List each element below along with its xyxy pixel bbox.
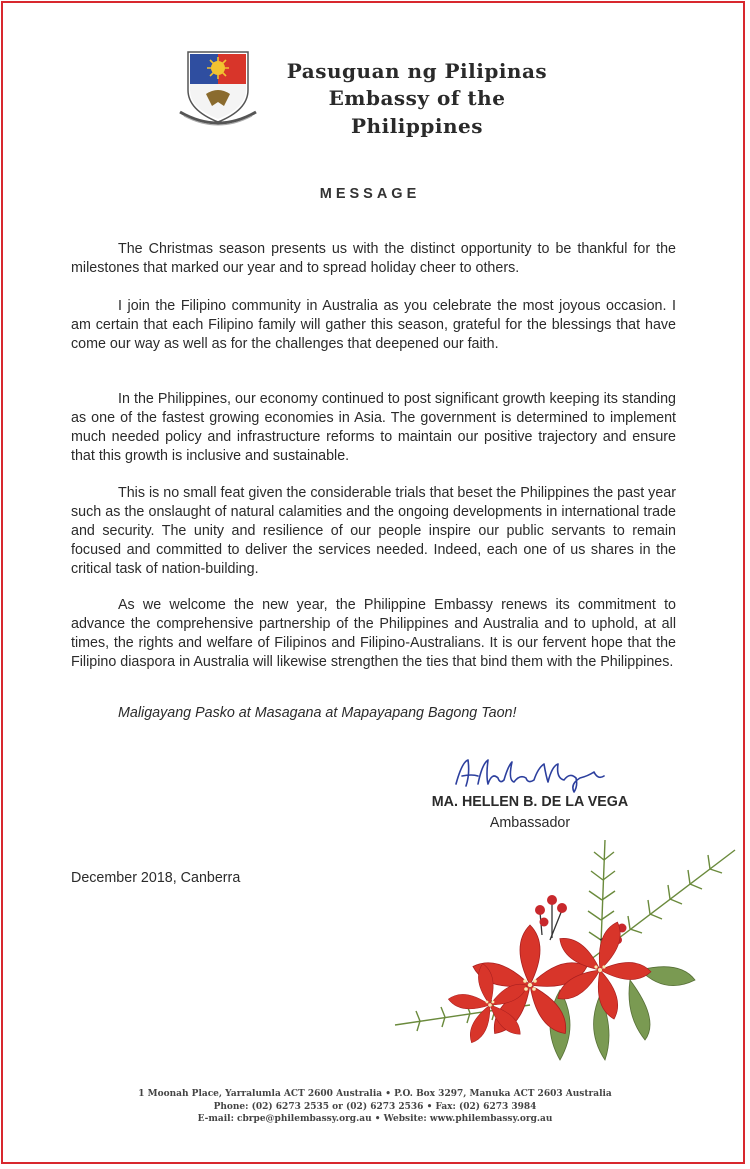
signer-name: MA. HELLEN B. DE LA VEGA bbox=[431, 794, 629, 810]
signer-title: Ambassador bbox=[489, 815, 571, 831]
paragraph-1: The Christmas season presents us with the distinct opportunity to be thankful for the milestones that marked our year and to spread holiday cheer to others. bbox=[71, 241, 676, 276]
paragraph-4: This is no small feat given the considerable trials that beset the Philippines the past year such as the onslaught of natural calamities and the ongoing developments in international trade and security. The unity and resilience of our people inspire our public servants to remain focused and committed to deliver the services needed. Indeed, each one of us shares in the critical task of nation-building. bbox=[71, 485, 676, 577]
date-place: December 2018, Canberra bbox=[71, 870, 241, 886]
signature-icon bbox=[448, 754, 618, 794]
paragraph-5: As we welcome the new year, the Philippine Embassy renews its commitment to advance the comprehensive partnership of the Philippines and Australia and to uphold, at all times, the rights and welfare of Filipinos and Filipino-Australians. It is our fervent hope that the Filipino diaspora in Australia will likewise strengthen the ties that bind them with the Philippines. bbox=[71, 597, 676, 670]
letterhead-footer bbox=[0, 1088, 750, 1126]
embassy-name-tagalog: Pasuguan ng Pilipinas bbox=[286, 59, 548, 83]
embassy-seal-icon bbox=[176, 44, 260, 128]
closing-greeting: Maligayang Pasko at Masagana at Mapayapang Bagong Taon! bbox=[118, 705, 517, 721]
poinsettia-decoration-icon bbox=[390, 820, 740, 1075]
paragraph-3: In the Philippines, our economy continued to post significant growth keeping its standing as one of the fastest growing economies in Asia. The government is determined to implement much needed policy and infrastructure reforms to maintain our positive trajectory and ensure that this growth is inclusive and sustainable. bbox=[71, 391, 676, 464]
footer-phone: Phone: (02) 6273 2535 or (02) 6273 2536 • Fax: (02) 6273 3984 bbox=[213, 1101, 537, 1112]
embassy-name-english: Embassy of the Philippines bbox=[328, 86, 506, 138]
footer-contact: E-mail: cbrpe@philembassy.org.au • Website: www.philembassy.org.au bbox=[197, 1114, 553, 1124]
paragraph-2: I join the Filipino community in Australia as you celebrate the most joyous occasion. I am certain that each Filipino family will gather this season, grateful for the blessings that have come our way as well as for the challenges that deepened our faith. bbox=[71, 298, 676, 352]
embassy-letterhead bbox=[262, 58, 572, 140]
footer-address: 1 Moonah Place, Yarralumla ACT 2600 Australia • P.O. Box 3297, Manuka ACT 2603 Australia bbox=[138, 1089, 612, 1099]
document-heading: MESSAGE bbox=[319, 186, 421, 202]
